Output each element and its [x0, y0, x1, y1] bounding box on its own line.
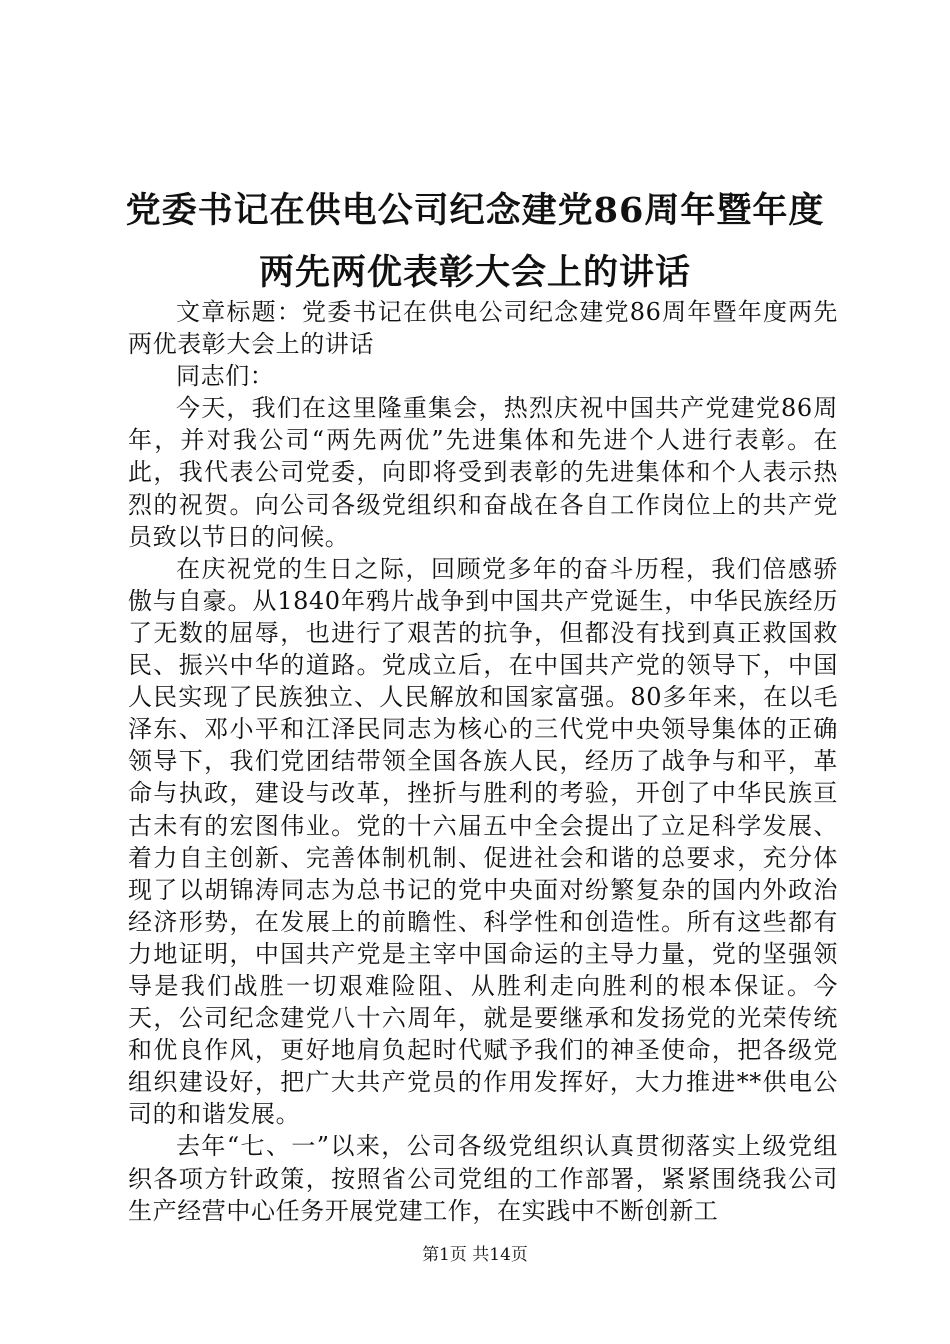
- paragraph-salutation: 同志们：: [176, 362, 275, 391]
- document-title-line-1: 党委书记在供电公司纪念建党86周年暨年度: [125, 190, 825, 231]
- paragraph-review: 去年“七、一”以来，公司各级党组织认真贯彻落实上级党组织各项方针政策，按照省公司党组的工作部署，紧紧围绕我公司生产经营中心任务开展党建工作，在实践中不断创新工: [128, 1132, 838, 1225]
- document-body: [128, 296, 838, 1227]
- document-title-line-2: 两先两优表彰大会上的讲话: [258, 252, 691, 293]
- paragraph-opening: 今天，我们在这里隆重集会，热烈庆祝中国共产党建党86周年，并对我公司“两先两优”先进集体和先进个人进行表彰。在此，我代表公司党委，向即将受到表彰的先进集体和个人表示热烈的祝贺。向公司各级党组织和奋战在各自工作岗位上的共产党员致以节日的问候。: [128, 394, 838, 551]
- page-number-footer: 第1页 共14页: [422, 1245, 528, 1265]
- paragraph-article-title: 文章标题：党委书记在供电公司纪念建党86周年暨年度两先两优表彰大会上的讲话: [128, 298, 838, 359]
- paragraph-history: 在庆祝党的生日之际，回顾党多年的奋斗历程，我们倍感骄傲与自豪。从1840年鸦片战争到中国共产党诞生，中华民族经历了无数的屈辱，也进行了艰苦的抗争，但都没有找到真正救国救民、振兴中华的道路。党成立后，在中国共产党的领导下，中国人民实现了民族独立、人民解放和国家富强。80多年来，在以毛泽东、邓小平和江泽民同志为核心的三代党中央领导集体的正确领导下，我们党团结带领全国各族人民，经历了战争与和平，革命与执政，建设与改革，挫折与胜利的考验，开创了中华民族亘古未有的宏图伟业。党的十六届五中全会提出了立足科学发展、着力自主创新、完善体制机制、促进社会和谐的总要求，充分体现了以胡锦涛同志为总书记的党中央面对纷繁复杂的国内外政治经济形势，在发展上的前瞻性、科学性和创造性。所有这些都有力地证明，中国共产党是主宰中国命运的主导力量，党的坚强领导是我们战胜一切艰难险阻、从胜利走向胜利的根本保证。今天，公司纪念建党八十六周年，就是要继承和发扬党的光荣传统和优良作风，更好地肩负起时代赋予我们的神圣使命，把各级党组织建设好，把广大共产党员的作用发挥好，大力推进**供电公司的和谐发展。: [128, 554, 838, 1129]
